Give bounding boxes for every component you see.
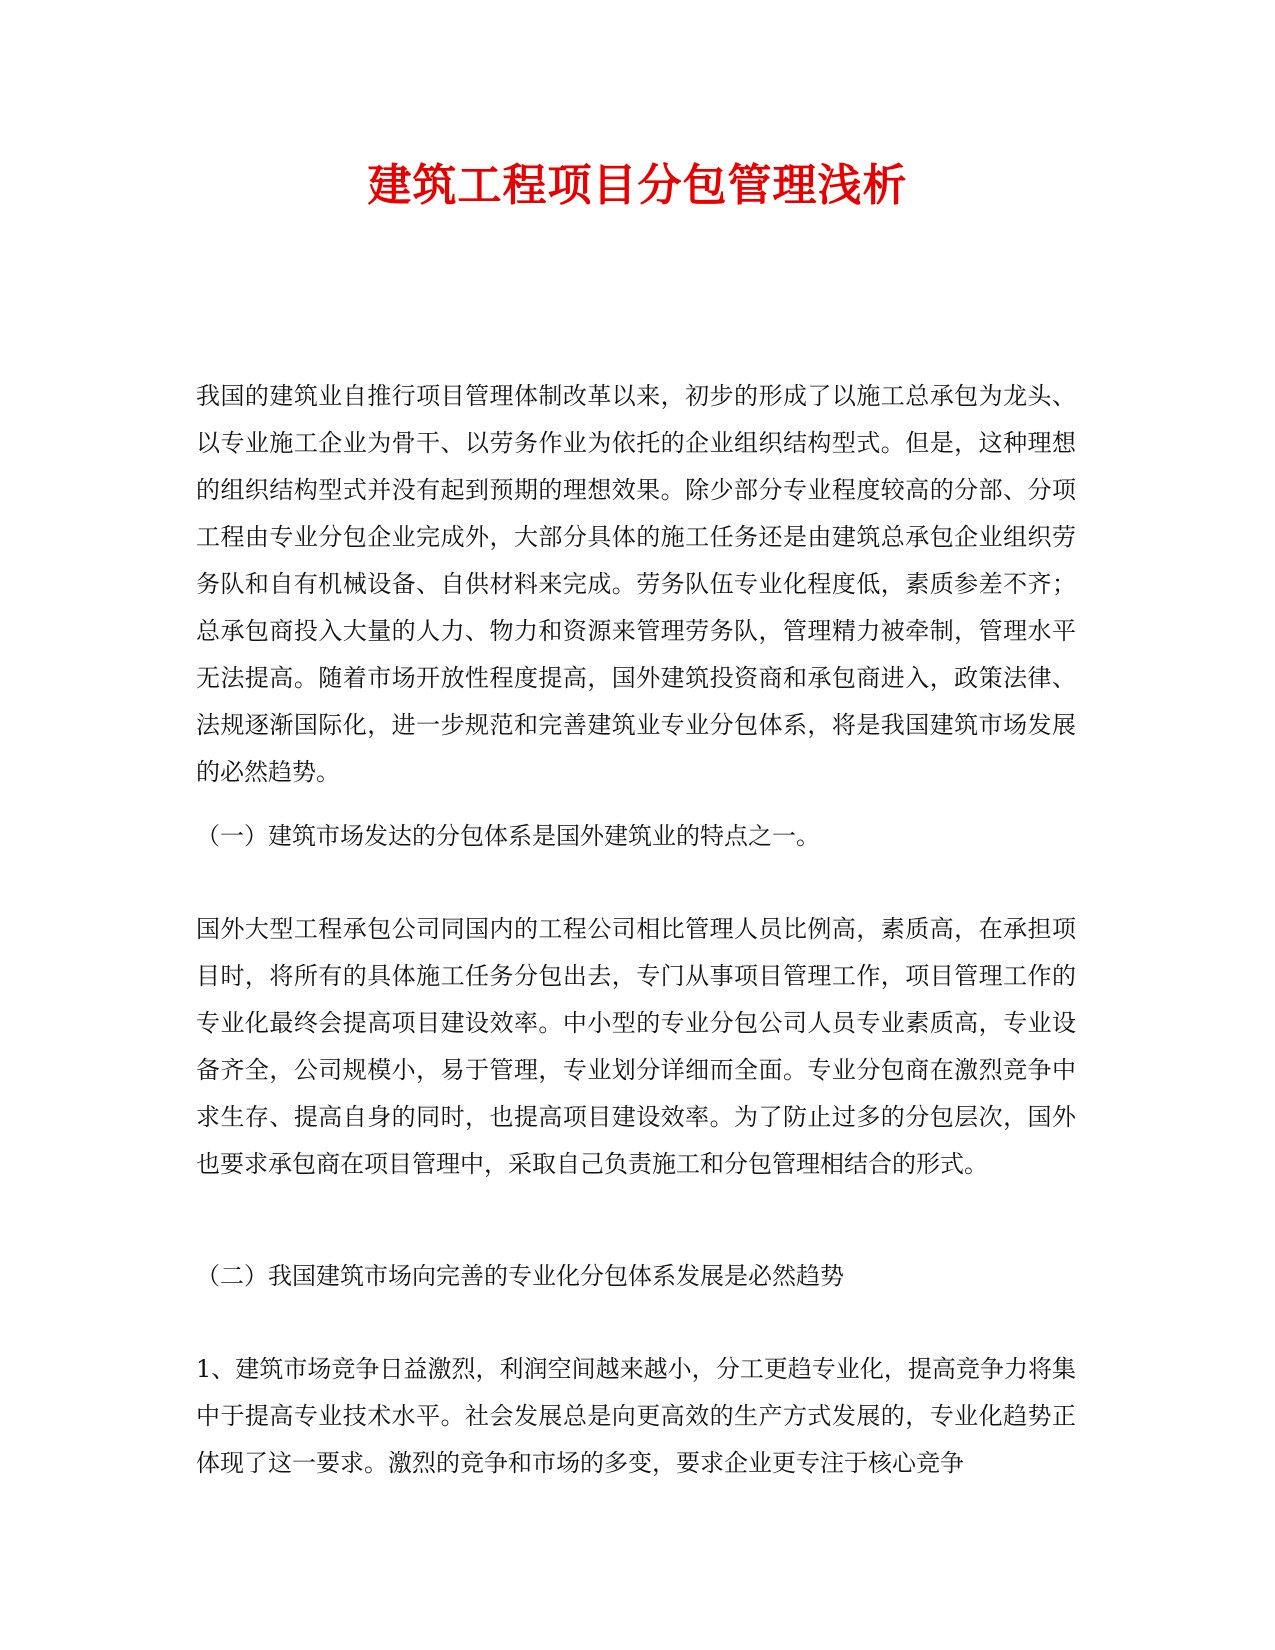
section-heading-2: （二）我国建筑市场向完善的专业化分包体系发展是必然趋势 bbox=[196, 1262, 844, 1290]
section-heading-1: （一）建筑市场发达的分包体系是国外建筑业的特点之一。 bbox=[196, 822, 820, 850]
paragraph-foreign-subcontracting: 国外大型工程承包公司同国内的工程公司相比管理人员比例高，素质高，在承担项目时，将所有的具体施工任务分包出去，专门从事项目管理工作，项目管理工作的专业化最终会提高项目建设效率。中小型的专业分包公司人员专业素质高，专业设备齐全，公司规模小，易于管理，专业划分详细而全面。专业分包商在激烈竞争中求生存、提高自身的同时，也提高项目建设效率。为了防止过多的分包层次，国外也要求承包商在项目管理中，采取自己负责施工和分包管理相结合的形式。 bbox=[196, 915, 1076, 1178]
paragraph-point-1: 1、建筑市场竞争日益激烈，利润空间越来越小，分工更趋专业化，提高竞争力将集中于提高专业技术水平。社会发展总是向更高效的生产方式发展的，专业化趋势正体现了这一要求。激烈的竞争和市场的多变，要求企业更专注于核心竞争 bbox=[196, 1355, 1076, 1477]
paragraph-intro: 我国的建筑业自推行项目管理体制改革以来，初步的形成了以施工总承包为龙头、以专业施工企业为骨干、以劳务作业为依托的企业组织结构型式。但是，这种理想的组织结构型式并没有起到预期的理想效果。除少部分专业程度较高的分部、分项工程由专业分包企业完成外，大部分具体的施工任务还是由建筑总承包企业组织劳务队和自有机械设备、自供材料来完成。劳务队伍专业化程度低，素质参差不齐；总承包商投入大量的人力、物力和资源来管理劳务队，管理精力被牵制，管理水平无法提高。随着市场开放性程度提高，国外建筑投资商和承包商进入，政策法律、法规逐渐国际化，进一步规范和完善建筑业专业分包体系，将是我国建筑市场发展的必然趋势。 bbox=[196, 382, 1076, 786]
document-title: 建筑工程项目分包管理浅析 bbox=[367, 160, 908, 211]
